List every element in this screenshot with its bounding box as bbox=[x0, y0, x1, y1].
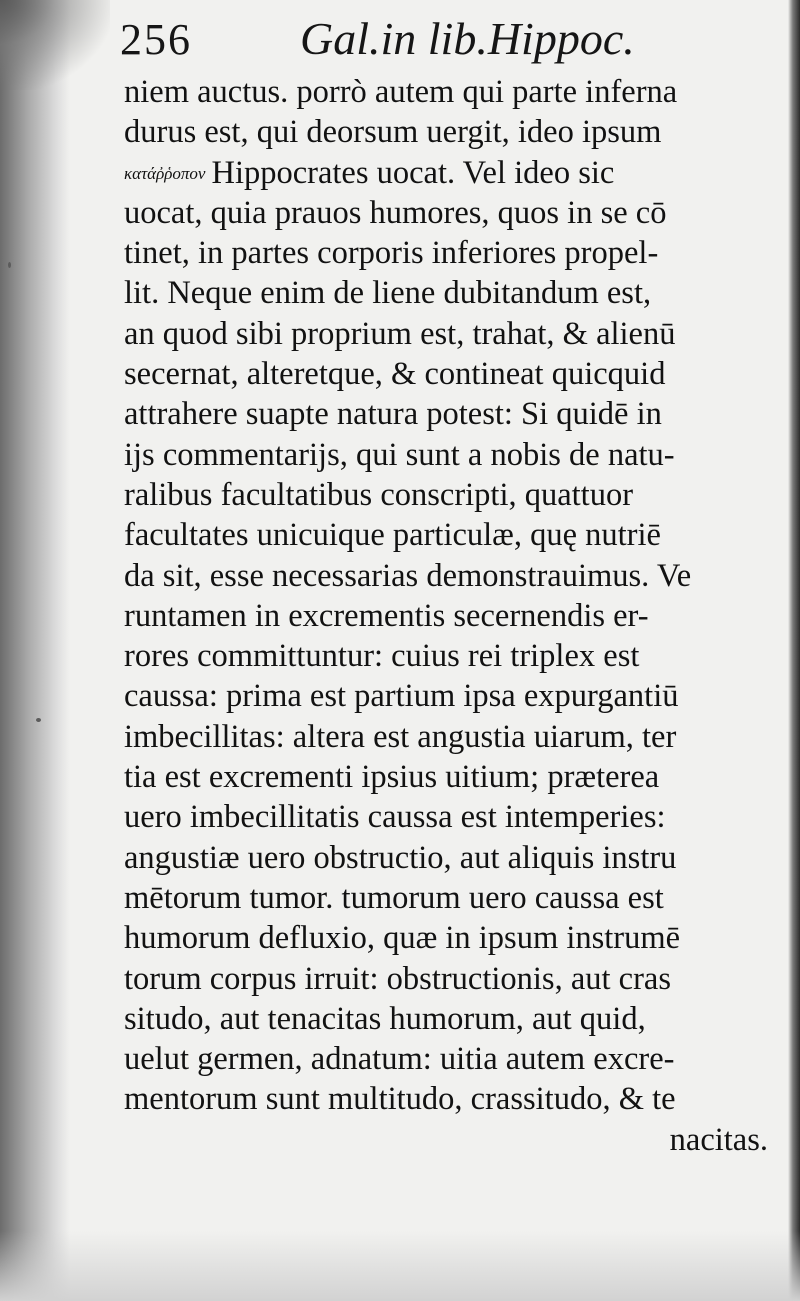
text-line bbox=[124, 153, 774, 193]
text-line: secernat, alteretque, & contineat quicquid bbox=[124, 356, 666, 393]
text-line: attrahere suapte natura potest: Si quidē in bbox=[124, 396, 662, 433]
text-line: mentorum sunt multitudo, crassitudo, & te bbox=[124, 1081, 676, 1118]
text-line: ralibus facultatibus conscripti, quattuor bbox=[124, 476, 634, 513]
corner-shadow bbox=[0, 0, 110, 90]
binding-shadow bbox=[0, 0, 70, 1301]
text-line: tinet, in partes corporis inferiores propel- bbox=[124, 235, 659, 272]
text-line: torum corpus irruit: obstructionis, aut cras bbox=[124, 960, 671, 997]
text-line-final: nacitas. bbox=[669, 1121, 768, 1158]
page-number: 256 bbox=[120, 15, 192, 64]
body-text bbox=[124, 72, 774, 1160]
text-line: ijs commentarijs, qui sunt a nobis de natu- bbox=[124, 436, 675, 473]
text-line: mētorum tumor. tumorum uero caussa est bbox=[124, 879, 664, 916]
text-line: uelut germen, adnatum: uitia autem excre- bbox=[124, 1041, 675, 1078]
text-line: facultates unicuique particulæ, quę nutriē bbox=[124, 517, 661, 554]
running-head: Gal.in lib.Hippoc. bbox=[300, 13, 635, 64]
text-line: runtamen in excrementis secernendis er- bbox=[124, 597, 649, 634]
text-line: imbecillitas: altera est angustia uiarum, ter bbox=[124, 718, 677, 755]
text-line: lit. Neque enim de liene dubitandum est, bbox=[124, 275, 652, 312]
text-line: durus est, qui deorsum uergit, ideo ipsum bbox=[124, 114, 662, 151]
text-line: uero imbecillitatis caussa est intemperies: bbox=[124, 799, 666, 836]
greek-word: κατάῤῥοπον bbox=[124, 163, 206, 183]
text-line-latin: Hippocrates uocat. Vel ideo sic bbox=[211, 154, 615, 191]
text-line: uocat, quia prauos humores, quos in se cō bbox=[124, 194, 667, 231]
text-line: da sit, esse necessarias demonstrauimus. Ve bbox=[124, 557, 692, 594]
text-line: humorum defluxio, quæ in ipsum instrumē bbox=[124, 920, 681, 957]
text-line: niem auctus. porrò autem qui parte inferna bbox=[124, 74, 678, 110]
bottom-edge-shading bbox=[0, 1231, 800, 1301]
paper-speck bbox=[36, 718, 41, 722]
page-edge-shadow bbox=[788, 0, 800, 1301]
text-line: an quod sibi proprium est, trahat, & alienū bbox=[124, 315, 676, 352]
text-line: angustiæ uero obstructio, aut aliquis instru bbox=[124, 839, 677, 876]
paper-speck bbox=[8, 262, 11, 268]
page-header bbox=[120, 8, 760, 68]
text-line: caussa: prima est partium ipsa expurgantiū bbox=[124, 678, 679, 715]
text-line: tia est excrementi ipsius uitium; præterea bbox=[124, 759, 660, 796]
text-line: rores committuntur: cuius rei triplex est bbox=[124, 638, 640, 675]
text-line: situdo, aut tenacitas humorum, aut quid, bbox=[124, 1000, 646, 1037]
